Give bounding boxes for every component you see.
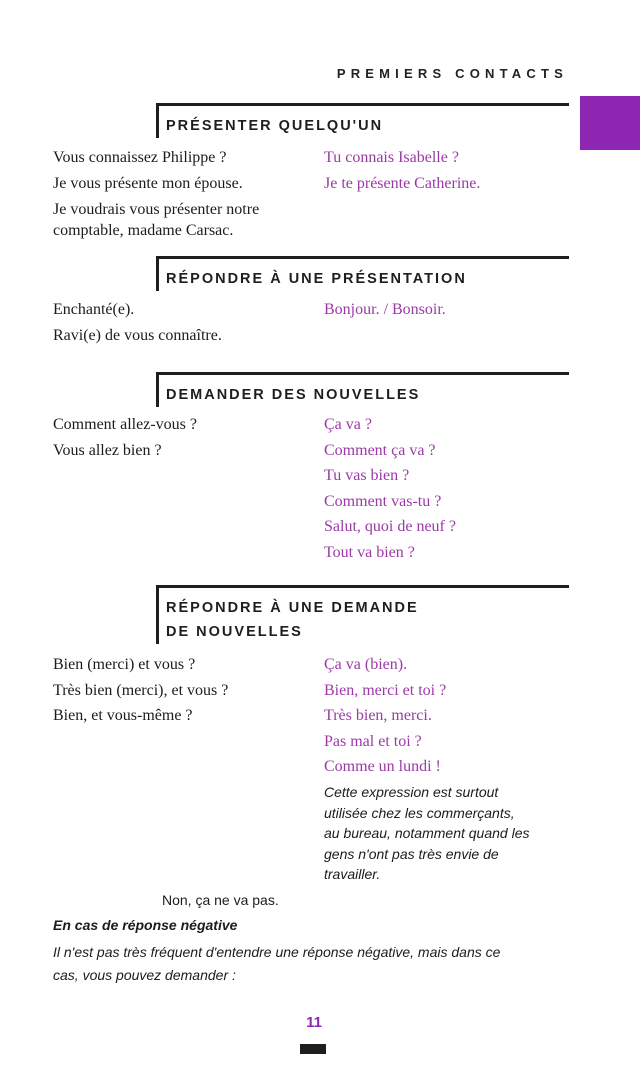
- informal-phrase: Je te présente Catherine.: [324, 175, 481, 192]
- note-line: gens n'ont pas très envie de: [324, 845, 499, 862]
- informal-phrase: Comment ça va ?: [324, 442, 436, 459]
- note-line: travailler.: [324, 866, 381, 883]
- informal-phrase: Salut, quoi de neuf ?: [324, 518, 456, 535]
- negative-phrase: Non, ça ne va pas.: [162, 892, 279, 908]
- informal-phrase: Tu connais Isabelle ?: [324, 149, 459, 166]
- note-line: utilisée chez les commerçants,: [324, 804, 515, 821]
- informal-phrase: Ça va ?: [324, 416, 372, 433]
- body-line: cas, vous pouvez demander :: [53, 967, 236, 983]
- informal-phrase: Tu vas bien ?: [324, 467, 410, 484]
- section-header-demander-nouvelles: [156, 372, 569, 407]
- section-header-repondre-demande: [156, 585, 569, 644]
- formal-phrase: comptable, madame Carsac.: [53, 222, 234, 239]
- page-marker: [300, 1044, 326, 1054]
- informal-phrase: Ça va (bien).: [324, 656, 408, 673]
- informal-phrase: Bonjour. / Bonsoir.: [324, 301, 446, 318]
- informal-phrase: Très bien, merci.: [324, 707, 432, 724]
- note-line: au bureau, notamment quand les: [324, 825, 530, 842]
- usage-note: [324, 782, 574, 885]
- running-head: PREMIERS CONTACTS: [336, 66, 568, 81]
- chapter-tab: [580, 96, 640, 150]
- formal-phrase: Enchanté(e).: [53, 301, 135, 318]
- informal-phrase: Bien, merci et toi ?: [324, 682, 447, 699]
- formal-phrase: Je vous présente mon épouse.: [53, 175, 243, 192]
- page-number: 11: [306, 1014, 322, 1031]
- body-line: Il n'est pas très fréquent d'entendre une réponse négative, mais dans ce: [53, 944, 501, 960]
- note-line: Cette expression est surtout: [324, 784, 499, 800]
- section-title: PRÉSENTER QUELQU'UN: [166, 118, 384, 134]
- section-title-line: DE NOUVELLES: [166, 624, 303, 640]
- informal-phrase: Pas mal et toi ?: [324, 733, 422, 750]
- formal-phrase: Très bien (merci), et vous ?: [53, 682, 229, 699]
- formal-phrase: Bien, et vous-même ?: [53, 707, 193, 724]
- section-title-line: RÉPONDRE À UNE DEMANDE: [166, 600, 419, 616]
- formal-phrase: Bien (merci) et vous ?: [53, 656, 196, 673]
- section-title: RÉPONDRE À UNE PRÉSENTATION: [166, 271, 467, 287]
- section-title: DEMANDER DES NOUVELLES: [166, 387, 421, 403]
- informal-phrase: Comment vas-tu ?: [324, 493, 442, 510]
- formal-phrase: Ravi(e) de vous connaître.: [53, 327, 222, 344]
- section-header-repondre-presentation: [156, 256, 569, 291]
- negative-body: [53, 941, 578, 987]
- formal-phrase: Je voudrais vous présenter notre: [53, 201, 260, 218]
- formal-phrase: Vous connaissez Philippe ?: [53, 149, 227, 166]
- informal-phrase: Comme un lundi !: [324, 758, 441, 775]
- formal-phrase: Comment allez-vous ?: [53, 416, 197, 433]
- informal-phrase: Tout va bien ?: [324, 544, 415, 561]
- section-header-presenter: [156, 103, 569, 138]
- formal-phrase: Vous allez bien ?: [53, 442, 162, 459]
- negative-title: En cas de réponse négative: [53, 917, 238, 933]
